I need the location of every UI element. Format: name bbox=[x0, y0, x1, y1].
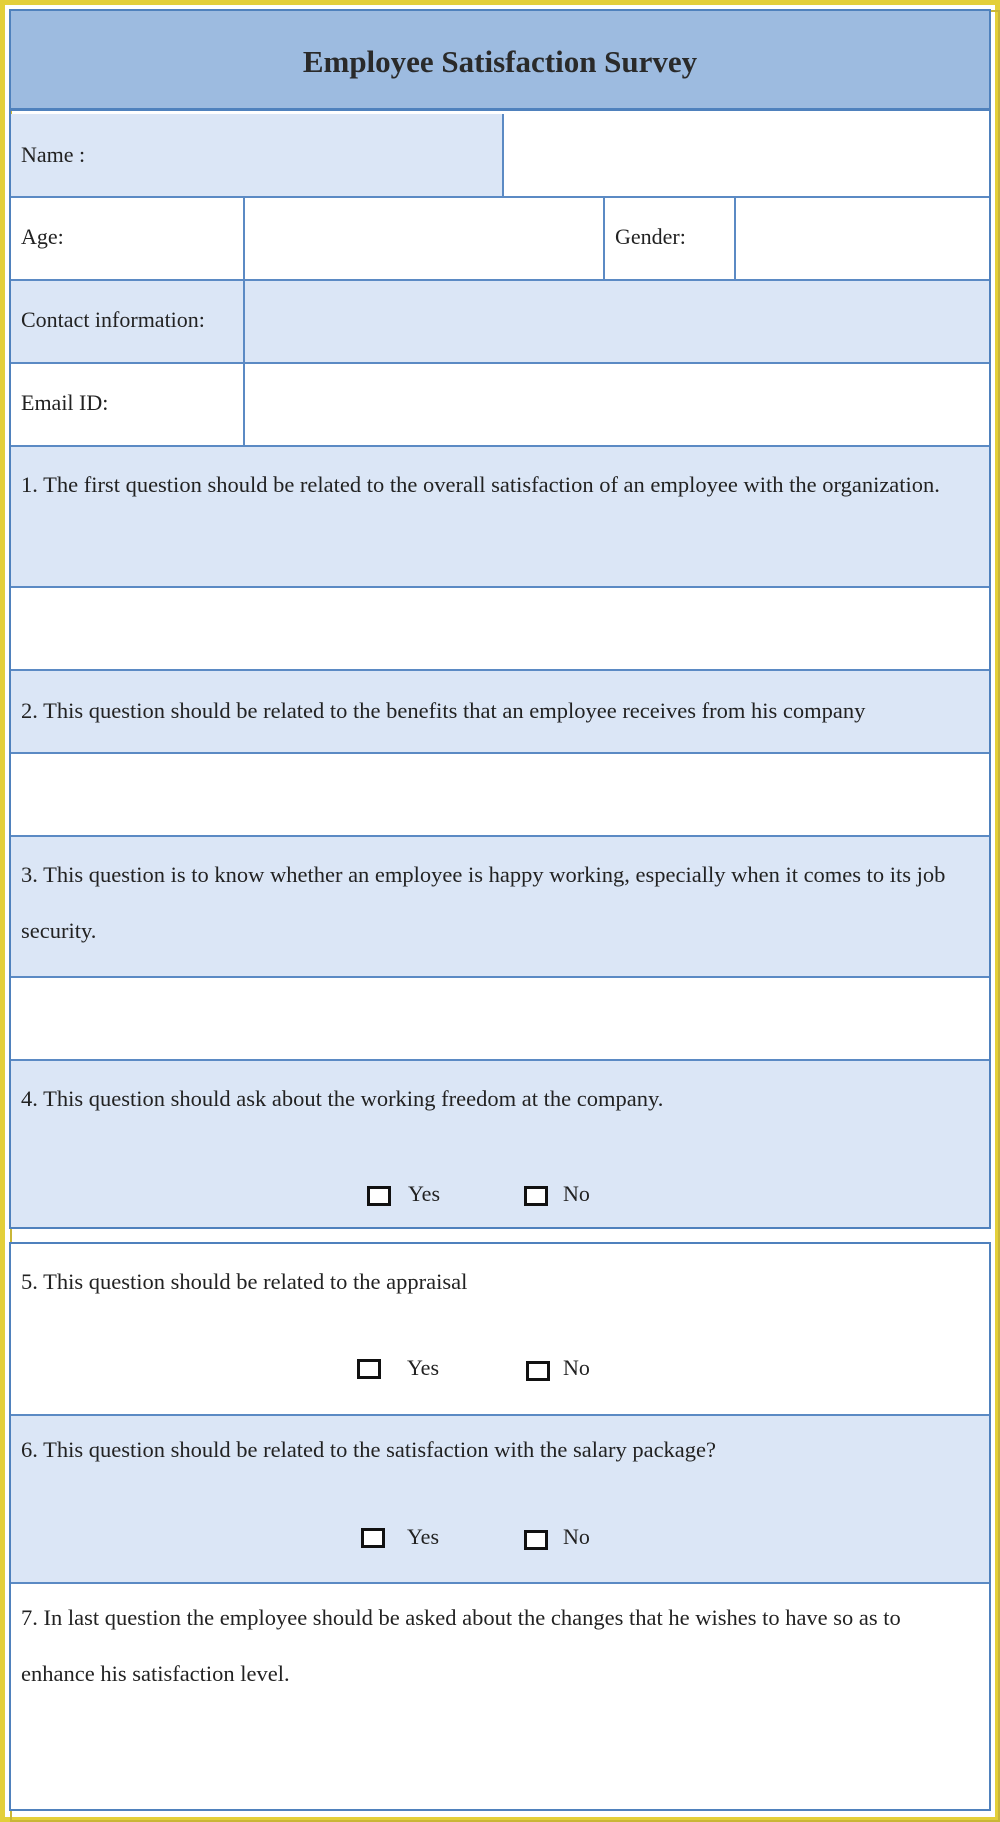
contact-label: Contact information: bbox=[21, 307, 205, 332]
question-4-yes-label: Yes bbox=[408, 1181, 441, 1206]
question-4-yes-checkbox[interactable] bbox=[367, 1186, 391, 1206]
question-4-row bbox=[11, 1059, 989, 1229]
survey-lower-block bbox=[9, 1242, 991, 1811]
question-5-text: 5. This question should be related to the appraisal bbox=[21, 1269, 468, 1294]
page-title: Employee Satisfaction Survey bbox=[302, 44, 698, 79]
contact-label-cell bbox=[11, 281, 243, 362]
question-3-text: 3. This question is to know whether an employee is happy working, especially when it comes to its job security. bbox=[21, 862, 946, 943]
question-5-row bbox=[11, 1244, 989, 1414]
question-7-row bbox=[11, 1582, 989, 1811]
question-2-answer-field[interactable] bbox=[11, 752, 989, 835]
age-gender-row bbox=[11, 196, 989, 279]
question-6-yes-label: Yes bbox=[407, 1524, 440, 1549]
name-label: Name : bbox=[21, 142, 86, 167]
question-7-text: 7. In last question the employee should be asked about the changes that he wishes to have so as to enhance his satisfaction level. bbox=[21, 1605, 901, 1686]
question-6-yes-checkbox[interactable] bbox=[361, 1528, 385, 1548]
age-label-cell bbox=[11, 198, 243, 279]
email-field[interactable] bbox=[243, 364, 991, 445]
question-3-row bbox=[11, 835, 989, 976]
age-field[interactable] bbox=[243, 198, 603, 279]
question-6-text: 6. This question should be related to the satisfaction with the salary package? bbox=[21, 1437, 717, 1462]
question-5-yes-checkbox[interactable] bbox=[357, 1359, 381, 1379]
question-6-no-checkbox[interactable] bbox=[524, 1530, 548, 1550]
survey-upper-block bbox=[9, 9, 991, 1229]
question-1-row bbox=[11, 445, 989, 586]
age-label: Age: bbox=[21, 224, 64, 249]
name-field[interactable] bbox=[502, 114, 991, 196]
contact-row bbox=[11, 279, 989, 362]
question-3-answer-field[interactable] bbox=[11, 976, 989, 1059]
email-row bbox=[11, 362, 989, 445]
question-2-row bbox=[11, 669, 989, 752]
question-5-no-checkbox[interactable] bbox=[526, 1361, 550, 1381]
question-4-no-label: No bbox=[563, 1181, 590, 1206]
question-5-yes-label: Yes bbox=[407, 1355, 440, 1380]
contact-field[interactable] bbox=[243, 281, 991, 362]
question-6-no-label: No bbox=[563, 1524, 590, 1549]
email-label-cell bbox=[11, 364, 243, 445]
question-4-no-checkbox[interactable] bbox=[524, 1186, 548, 1206]
question-4-text: 4. This question should ask about the working freedom at the company. bbox=[21, 1086, 664, 1111]
gender-label: Gender: bbox=[615, 224, 686, 249]
name-row bbox=[11, 114, 989, 196]
question-6-row bbox=[11, 1414, 989, 1582]
question-2-text: 2. This question should be related to the benefits that an employee receives from his company bbox=[21, 698, 866, 723]
gender-label-cell bbox=[603, 198, 734, 279]
title-header bbox=[11, 11, 989, 111]
question-5-no-label: No bbox=[563, 1355, 590, 1380]
email-label: Email ID: bbox=[21, 390, 109, 415]
name-label-cell bbox=[11, 114, 502, 196]
question-1-text: 1. The first question should be related to the overall satisfaction of an employee with the organization. bbox=[21, 472, 940, 497]
gender-field[interactable] bbox=[734, 198, 991, 279]
question-1-answer-field[interactable] bbox=[11, 586, 989, 669]
